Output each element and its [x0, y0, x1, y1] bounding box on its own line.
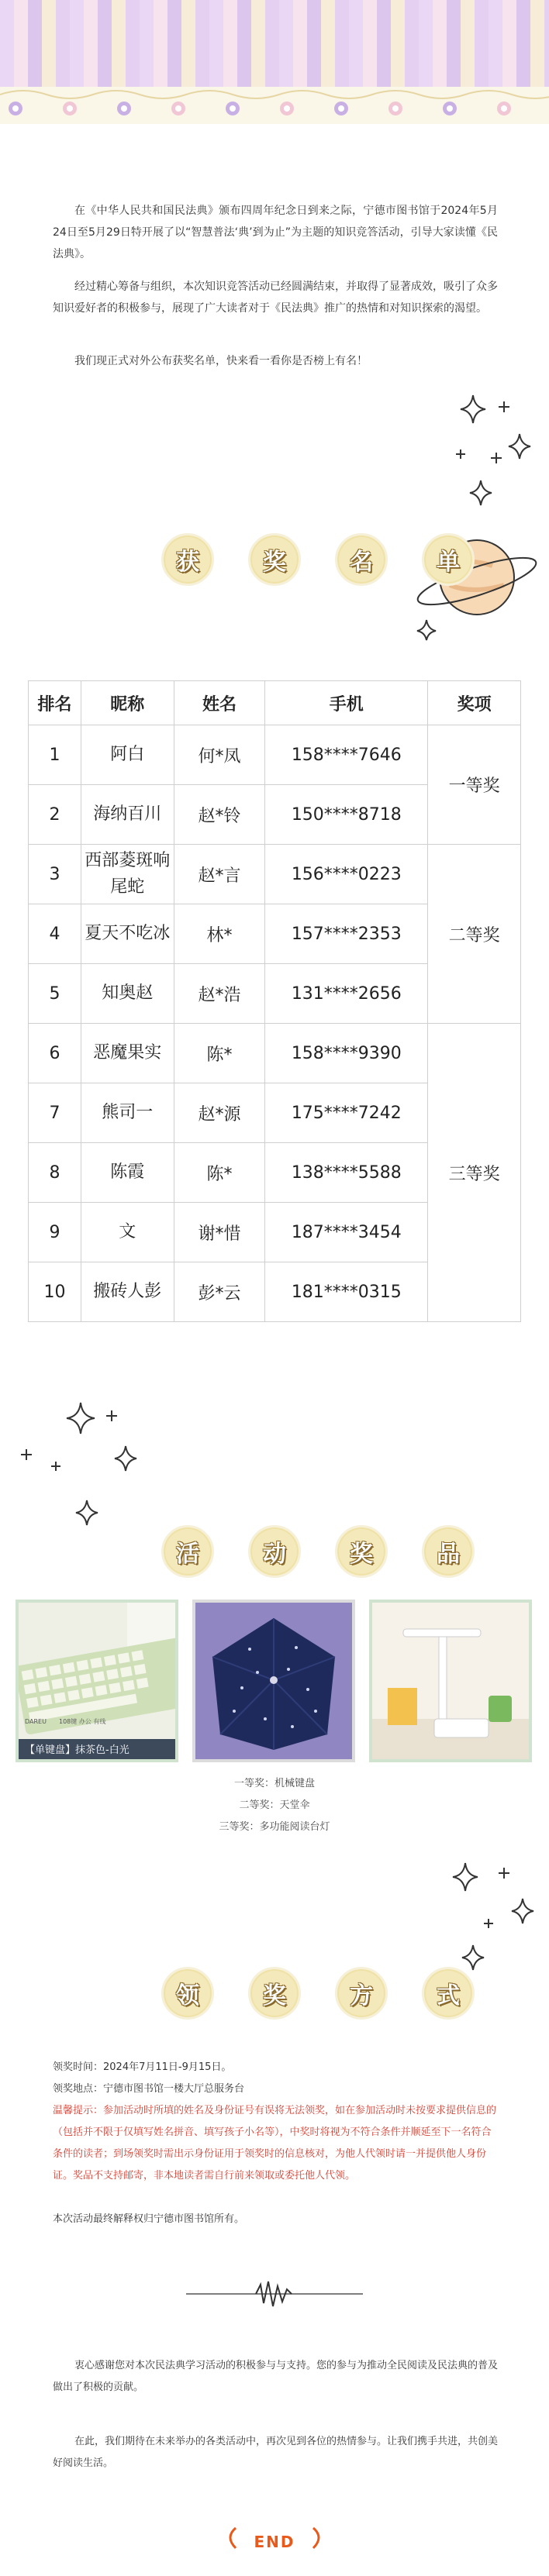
name-cell: 林* [174, 904, 265, 964]
name-cell: 赵*言 [174, 845, 265, 904]
title-char: 名 [335, 533, 388, 586]
header-award: 奖项 [428, 681, 521, 725]
nickname-cell: 文 [81, 1203, 174, 1262]
header-stripes [0, 0, 549, 95]
award-cell-second: 二等奖 [428, 845, 521, 1024]
title-char: 奖 [335, 1525, 388, 1578]
sparkle-stars-icon [442, 1848, 543, 1979]
title-char: 奖 [248, 533, 301, 586]
keyboard-brand-text: DAREU [25, 1718, 47, 1725]
name-cell: 赵*浩 [174, 964, 265, 1024]
header-name: 姓名 [174, 681, 265, 725]
phone-cell: 175****7242 [265, 1083, 428, 1143]
phone-cell: 181****0315 [265, 1262, 428, 1322]
nickname-cell: 熊司一 [81, 1083, 174, 1143]
title-char: 品 [422, 1525, 475, 1578]
name-cell: 赵*源 [174, 1083, 265, 1143]
nickname-cell: 陈霞 [81, 1143, 174, 1203]
lamp-image [369, 1600, 532, 1762]
prize-caption-second: 二等奖：天堂伞 [239, 1799, 310, 1811]
intro-paragraph-2: 经过精心筹备与组织，本次知识竞答活动已经圆满结束，并取得了显著成效，吸引了众多知识爱好者的积极参与，展现了广大读者对于《民法典》推广的热情和对知识探索的渴望。 [53, 281, 498, 315]
winners-table [28, 680, 521, 1322]
prize-caption-first: 一等奖：机械键盘 [233, 1778, 315, 1789]
intro-paragraph-3: 我们现正式对外公布获奖名单，快来看一看你是否榜上有名！ [74, 355, 368, 367]
rank-cell: 7 [29, 1083, 81, 1143]
nickname-cell: 知奥赵 [81, 964, 174, 1024]
title-char: 式 [422, 1967, 475, 2020]
nickname-cell: 夏天不吃冰 [81, 904, 174, 964]
rank-cell: 9 [29, 1203, 81, 1262]
closing-paragraph-2: 在此，我们期待在未来举办的各类活动中，再次见到各位的热情参与。让我们携手共进，共创美好阅读生活。 [53, 2436, 499, 2469]
claim-title [161, 1967, 475, 2020]
award-cell-third: 三等奖 [428, 1024, 521, 1322]
phone-cell: 158****7646 [265, 725, 428, 785]
table-row [29, 1024, 521, 1083]
header-nickname: 昵称 [81, 681, 174, 725]
keyboard-tag-text: 【单键盘】抹茶色-白光 [25, 1744, 129, 1756]
name-cell: 彭*云 [174, 1262, 265, 1322]
award-cell-first: 一等奖 [428, 725, 521, 845]
name-cell: 赵*铃 [174, 785, 265, 845]
name-cell: 谢*惜 [174, 1203, 265, 1262]
closing-paragraph-1: 衷心感谢您对本次民法典学习活动的积极参与与支持。您的参与为推动全民阅读及民法典的普及做出了积极的贡献。 [53, 2360, 499, 2393]
nickname-cell: 西部菱斑响尾蛇 [81, 845, 174, 904]
umbrella-image [192, 1600, 355, 1762]
title-char: 单 [422, 533, 475, 586]
claim-tip: 温馨提示：参加活动时所填的姓名及身份证号有误将无法领奖，如在参加活动时未按要求提供信息的（包括并不限于仅填写姓名拼音、填写孩子小名等），中奖时将视为不符合条件并顺延至下一名符合条件的读者；到场领奖时需出示身份证用于领奖时的信息核对，为他人代领时请一并提供他人身份证。奖品不支持邮寄，非本地读者需自行前来领取或委托他人代领。 [53, 2105, 497, 2182]
rank-cell: 5 [29, 964, 81, 1024]
claim-time: 领奖时间：2024年7月11日-9月15日。 [53, 2061, 232, 2073]
title-char: 方 [335, 1967, 388, 2020]
rank-cell: 10 [29, 1262, 81, 1322]
title-char: 获 [161, 533, 214, 586]
name-cell: 陈* [174, 1143, 265, 1203]
rank-cell: 1 [29, 725, 81, 785]
flower-border [0, 87, 549, 124]
header-rank: 排名 [29, 681, 81, 725]
phone-cell: 138****5588 [265, 1143, 428, 1203]
nickname-cell: 搬砖人彭 [81, 1262, 174, 1322]
winners-title [161, 533, 475, 586]
rank-cell: 6 [29, 1024, 81, 1083]
prizes-title [161, 1525, 475, 1578]
rank-cell: 3 [29, 845, 81, 904]
rank-cell: 8 [29, 1143, 81, 1203]
title-char: 活 [161, 1525, 214, 1578]
table-row [29, 845, 521, 904]
nickname-cell: 海纳百川 [81, 785, 174, 845]
rank-cell: 4 [29, 904, 81, 964]
claim-final-note: 本次活动最终解释权归宁德市图书馆所有。 [53, 2213, 245, 2225]
keyboard-image [16, 1600, 178, 1762]
phone-cell: 150****8718 [265, 785, 428, 845]
nickname-cell: 恶魔果实 [81, 1024, 174, 1083]
title-char: 动 [248, 1525, 301, 1578]
table-header-row [29, 681, 521, 725]
phone-cell: 158****9390 [265, 1024, 428, 1083]
waveform-divider [186, 2278, 363, 2309]
phone-cell: 156****0223 [265, 845, 428, 904]
claim-place: 领奖地点：宁德市图书馆一楼大厅总服务台 [53, 2083, 245, 2095]
nickname-cell: 阿白 [81, 725, 174, 785]
rank-cell: 2 [29, 785, 81, 845]
phone-cell: 157****2353 [265, 904, 428, 964]
header-phone: 手机 [265, 681, 428, 725]
name-cell: 陈* [174, 1024, 265, 1083]
phone-cell: 187****3454 [265, 1203, 428, 1262]
sparkle-stars-icon [450, 387, 543, 519]
keyboard-spec-text: 108键 办公 有线 [59, 1718, 106, 1725]
intro-paragraph-1: 在《中华人民共和国民法典》颁布四周年纪念日到来之际，宁德市图书馆于2024年5月24日至5月29日特开展了以“智慧普法‘典’到为止”为主题的知识竞答活动，引导大家读懂《民法典》。 [53, 205, 498, 260]
table-row [29, 725, 521, 785]
title-char: 领 [161, 1967, 214, 2020]
phone-cell: 131****2656 [265, 964, 428, 1024]
end-label: END [254, 2533, 295, 2551]
title-char: 奖 [248, 1967, 301, 2020]
name-cell: 何*凤 [174, 725, 265, 785]
prize-caption-third: 三等奖：多功能阅读台灯 [219, 1821, 330, 1833]
sparkle-stars-icon [11, 1395, 143, 1542]
